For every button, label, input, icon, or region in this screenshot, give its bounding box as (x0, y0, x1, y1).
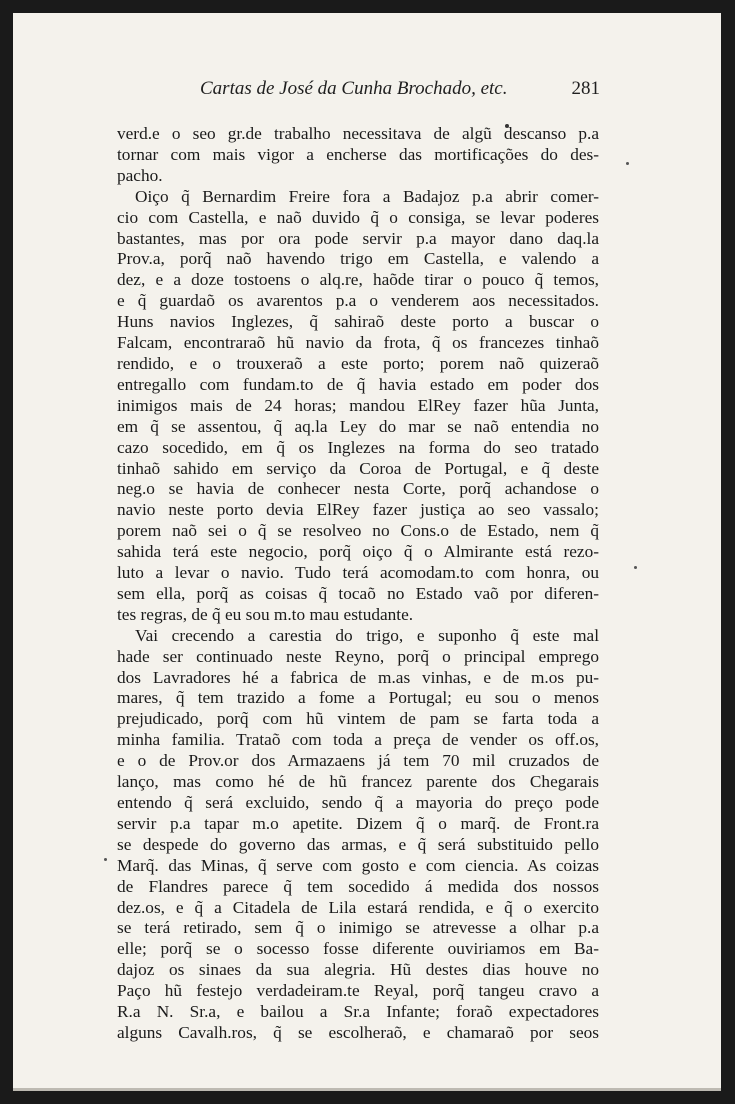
text-line: cio com Castella, e naõ duvido q̃ o consiga, se levar poderes (117, 207, 599, 227)
text-line: em q̃ se assentou, q̃ aq.la Ley do mar se naõ entendia no (117, 416, 599, 436)
text-line: minha familia. Trataõ com toda a preça de vender os off.os, (117, 730, 599, 750)
text-line: sahida terá este negocio, porq̃ oiço q̃ o Almirante está rezo- (117, 542, 599, 562)
text-line: rendido, e o trouxeraõ a este porto; porem naõ quizeraõ (117, 353, 599, 373)
text-line: se despede do governo das armas, e q̃ será substituido pello (117, 834, 599, 854)
text-line: R.a N. Sr.a, e bailou a Sr.a Infante; foraõ expectadores (117, 1002, 599, 1022)
text-line: bastantes, mas por ora pode servir p.a mayor dano daq.la (117, 228, 599, 248)
text-line: se terá retirado, sem q̃ o inimigo se atrevesse a olhar p.a (117, 918, 599, 938)
text-line: sem ella, porq̃ as coisas q̃ tocaõ no Estado vaõ por diferen- (117, 583, 599, 603)
text-line: Marq̃. das Minas, q̃ serve com gosto e com ciencia. As coizas (117, 855, 599, 875)
page-edge (13, 1088, 721, 1091)
text-line: hade ser continuado neste Reyno, porq̃ o principal emprego (117, 646, 599, 666)
text-line: Paço hũ festejo verdadeiram.te Reyal, porq̃ tangeu cravo a (117, 981, 599, 1001)
text-line: de Flandres parece q̃ tem socedido á medida dos nossos (117, 876, 599, 896)
running-title: Cartas de José da Cunha Brochado, etc. (200, 78, 508, 99)
text-line: neg.o se havia de conhecer nesta Corte, porq̃ achandose o (117, 479, 599, 499)
letter-text (117, 124, 599, 1044)
text-line: Oiço q̃ Bernardim Freire fora a Badajoz p.a abrir comer- (135, 186, 599, 206)
text-line: Vai crecendo a carestia do trigo, e suponho q̃ este mal (135, 625, 599, 645)
text-line: dez, e a doze tostoens o alq.re, haõde tirar o pouco q̃ temos, (117, 270, 599, 290)
text-line: Huns navios Inglezes, q̃ sahiraõ deste porto a buscar o (117, 312, 599, 332)
text-line: tes regras, de q̃ eu sou m.to mau estudante. (117, 604, 414, 624)
text-line: prejudicado, porq̃ com hũ vintem de pam se farta toda a (117, 709, 599, 729)
text-line: e o de Prov.or dos Armazaens já tem 70 mil cruzados de (117, 751, 599, 771)
text-line: servir p.a tapar m.o apetite. Dizem q̃ o marq̃. de Front.ra (117, 813, 599, 833)
text-line: lanço, mas como hé de hũ francez parente dos Chegarais (117, 772, 599, 792)
text-line: Falcam, encontraraõ hũ navio da frota, q̃ os francezes tinhaõ (117, 333, 599, 353)
ink-speck (634, 566, 637, 569)
text-line: entregallo com fundam.to de q̃ havia estado em poder dos (117, 374, 599, 394)
page-header (102, 72, 600, 104)
text-line: dos Lavradores hé a fabrica de m.as vinhas, e de m.os pu- (117, 667, 599, 687)
text-line: cazo socedido, em q̃ os Inglezes na forma do seo tratado (117, 437, 599, 457)
text-line: luto a levar o navio. Tudo terá acomodam.to com honra, ou (117, 563, 599, 583)
text-line: porem naõ sei o q̃ se resolveo no Cons.o de Estado, nem q̃ (117, 521, 599, 541)
ink-speck (104, 858, 107, 861)
text-line: alguns Cavalh.ros, q̃ se escolheraõ, e chamaraõ por seos (117, 1022, 599, 1042)
ink-speck (626, 162, 629, 165)
page-number: 281 (571, 78, 600, 99)
text-line: elle; porq̃ se o socesso fosse diferente ouviriamos em Ba- (117, 939, 599, 959)
text-line: e q̃ guardaõ os avarentos p.a o venderem aos necessitados. (117, 291, 599, 311)
text-line: pacho. (117, 165, 163, 185)
text-line: tinhaõ sahido em serviço da Coroa de Portugal, e q̃ deste (117, 458, 599, 478)
text-line: tornar com mais vigor a encherse das mortificações do des- (117, 144, 599, 164)
text-line: dez.os, e q̃ a Citadela de Lila estará rendida, e q̃ o exercito (117, 897, 599, 917)
text-line: dajoz os sinaes da sua alegria. Hũ destes dias houve no (117, 960, 599, 980)
text-line: mares, q̃ tem trazido a fome a Portugal; eu sou o menos (117, 688, 599, 708)
text-line: inimigos mais de 24 horas; mandou ElRey fazer hũa Junta, (117, 395, 599, 415)
text-line: entendo q̃ será excluido, sendo q̃ a mayoria do preço pode (117, 793, 599, 812)
text-line: verd.e o seo gr.de trabalho necessitava de algũ descanso p.a (117, 124, 599, 143)
text-line: navio neste porto devia ElRey fazer justiça ao seo vassalo; (117, 500, 599, 520)
text-line: Prov.a, porq̃ naõ havendo trigo em Castella, e valendo a (117, 249, 599, 269)
